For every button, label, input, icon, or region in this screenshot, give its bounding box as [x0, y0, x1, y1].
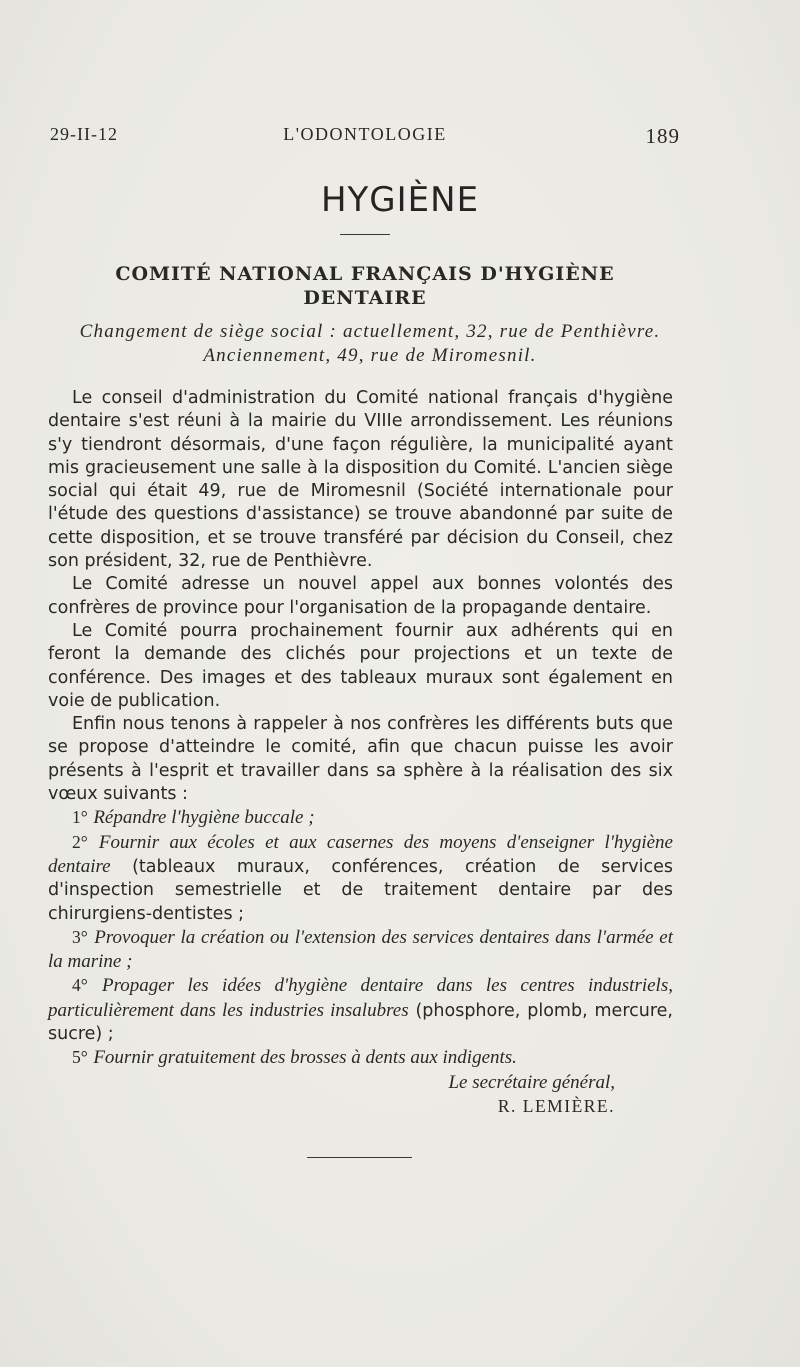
wish-italic-text: Fournir gratuitement des brosses à dents aux indigents. [93, 1047, 517, 1069]
wish-number: 5° [72, 1047, 88, 1068]
signature-block [48, 1071, 673, 1095]
wish-number: 4° [72, 975, 88, 996]
wish-item [48, 926, 673, 975]
wish-italic-text: Fournir aux écoles et aux casernes des moyens d'enseigner l'hygiène dentaire [48, 831, 673, 877]
article-body [48, 387, 673, 1119]
signature-name: R. LEMIÈRE. [497, 1095, 615, 1116]
signature-name-line [48, 1095, 673, 1119]
header-journal-title: L'ODONTOLOGIE [283, 124, 447, 144]
wish-italic-text: Provoquer la création ou l'extension des services dentaires dans l'armée et la marine ; [48, 926, 673, 973]
wish-item [48, 806, 673, 830]
wish-plain-text: (tableaux muraux, conférences, création de services d'inspection semestrielle et de traitement dentaire par des chirurgiens-dentistes ; [48, 856, 673, 924]
wish-item [48, 1046, 673, 1070]
article-heading-line2: DENTAIRE [303, 287, 427, 309]
section-title: HYGIÈNE [320, 180, 480, 220]
page-number: 189 [645, 124, 680, 148]
wish-number: 1° [72, 807, 88, 828]
article-heading-line1: COMITÉ NATIONAL FRANÇAIS D'HYGIÈNE [115, 263, 615, 285]
wish-plain-text: (phosphore, plomb, mercure, sucre) ; [48, 1000, 673, 1045]
signature-role: Le secrétaire général, [448, 1071, 615, 1093]
paragraph-2: Le Comité adresse un nouvel appel aux bonnes volontés des confrères de province pour l'organisation de la propagande dentaire. [48, 574, 673, 618]
paragraph-1: Le conseil d'administration du Comité national français d'hygiène dentaire s'est réuni à la mairie du VIIIe arrondissement. Les réunions s'y tiendront désormais, d'une façon régulière, la municipalité ayant mis gracieusement une salle à la disposition du Comité. L'ancien siège social qui était 49, rue de Miromesnil (Société internationale pour l'étude des questions d'assistance) se trouve abandonné par suite de cette disposition, et se trouve transféré par décision du Conseil, chez son président, 32, rue de Penthièvre. [48, 388, 673, 572]
subtitle-line1: Changement de siège social : actuellement, 32, rue de Penthièvre. [79, 321, 661, 342]
article-subtitle [40, 320, 700, 368]
paragraph-3: Le Comité pourra prochainement fournir aux adhérents qui en feront la demande des clichés pour projections et un texte de conférence. Des images et des tableaux muraux sont également en voie de publication. [48, 620, 673, 711]
wish-item [48, 831, 673, 926]
wish-number: 2° [72, 831, 88, 852]
paragraph-4: Enfin nous tenons à rappeler à nos confrères les différents buts que se propose d'atteindre le comité, afin que chacun puisse les avoir présents à l'esprit et travailler dans sa sphère à la réalisation des six vœux suivants : [48, 714, 673, 805]
wish-italic-text: Répandre l'hygiène buccale ; [93, 807, 315, 829]
running-header [50, 124, 680, 154]
wish-number: 3° [72, 926, 88, 947]
header-date: 29-II-12 [50, 124, 118, 144]
article-heading [50, 262, 680, 310]
wish-italic-text: Propager les idées d'hygiène dentaire dans les centres industriels, particulièrement dans les industries insalubres [48, 975, 673, 1021]
wish-item [48, 974, 673, 1046]
subtitle-line2: Anciennement, 49, rue de Miromesnil. [203, 345, 537, 366]
end-divider [307, 1157, 412, 1158]
section-divider [340, 234, 390, 235]
